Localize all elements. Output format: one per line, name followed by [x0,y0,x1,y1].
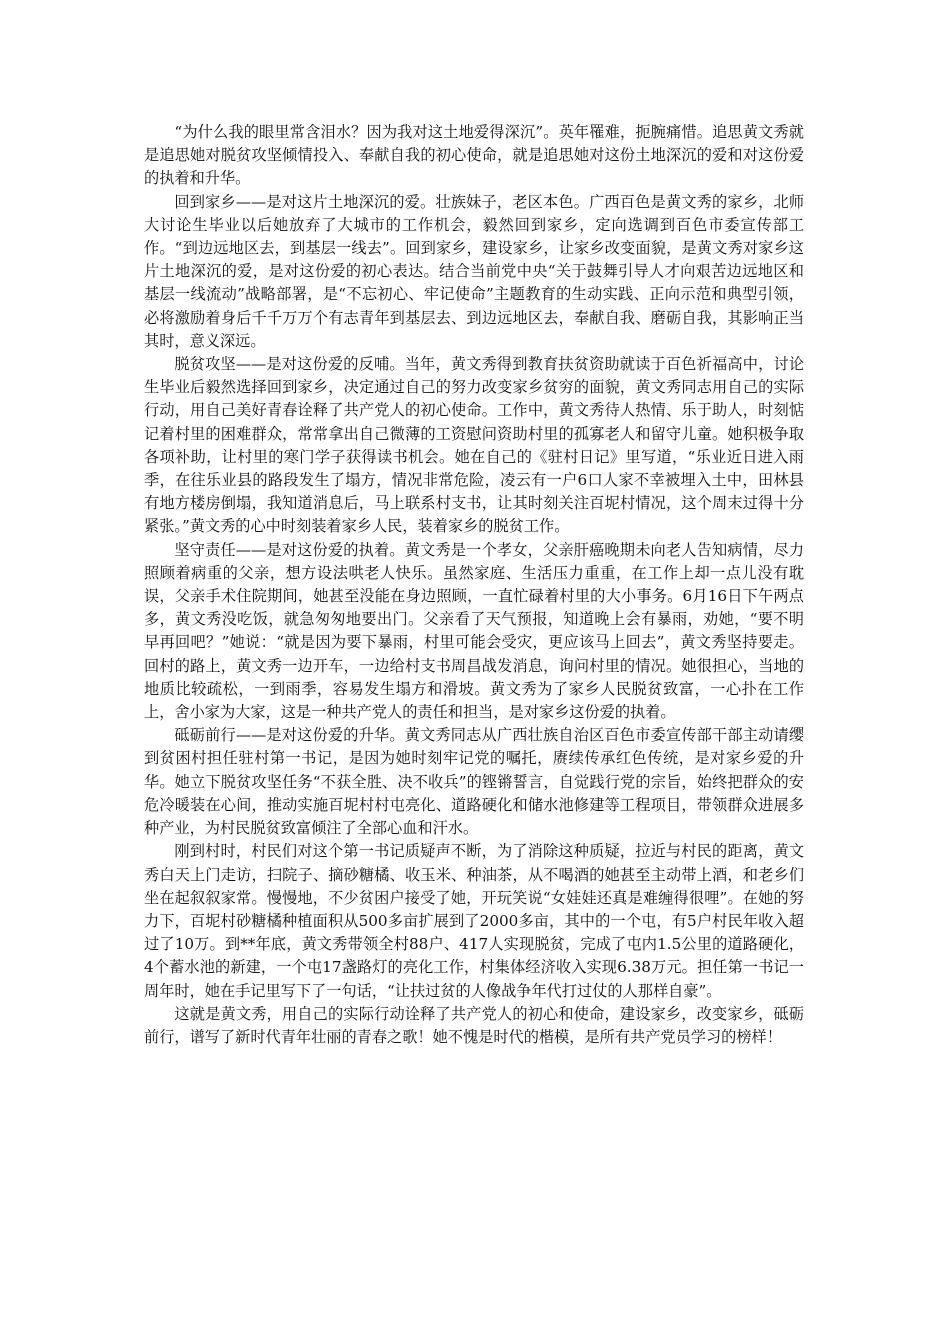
paragraph-responsibility: 坚守责任——是对这份爱的执着。黄文秀是一个孝女，父亲肝癌晚期未向老人告知病情，尽力照顾着病重的父亲，想方设法哄老人快乐。虽然家庭、生活压力重重，在工作上却一点儿没有耽误，父亲手术住院期间，她甚至没能在身边照顾，一直忙碌着村里的大小事务。6月16日下午两点多，黄文秀没吃饭，就急匆匆地要出门。父亲看了天气预报，知道晚上会有暴雨，劝她，“要不明早再回吧？”她说：“就是因为要下暴雨，村里可能会受灾，更应该马上回去”，黄文秀坚持要走。回村的路上，黄文秀一边开车，一边给村支书周昌战发消息，询问村里的情况。她很担心，当地的地质比较疏松，一到雨季，容易发生塌方和滑坡。黄文秀为了家乡人民脱贫致富，一心扑在工作上，舍小家为大家，这是一种共产党人的责任和担当，是对家乡这份爱的执着。 [144,540,804,722]
article-body [144,121,804,1049]
paragraph-intro: “为什么我的眼里常含泪水？因为我对这土地爱得深沉”。英年罹难，扼腕痛惜。追思黄文秀就是追思她对脱贫攻坚倾情投入、奉献自我的初心使命，就是追思她对这份土地深沉的爱和对这份爱的执着和升华。 [144,123,804,188]
paragraph-return-home: 回到家乡——是对这片土地深沉的爱。壮族妹子，老区本色。广西百色是黄文秀的家乡，北师大讨论生毕业以后她放弃了大城市的工作机会，毅然回到家乡，定向选调到百色市委宣传部工作。“到边远地区去，到基层一线去”。回到家乡，建设家乡，让家乡改变面貌，是黄文秀对家乡这片土地深沉的爱，是对这份爱的初心表达。结合当前党中央“关于鼓舞引导人才向艰苦边远地区和基层一线流动”战略部署，是“不忘初心、牢记使命”主题教育的生动实践、正向示范和典型引领，必将激励着身后千千万万个有志青年到基层去、到边远地区去，奉献自我、磨砺自我，其影响正当其时，意义深远。 [144,192,804,350]
paragraph-village-work: 刚到村时，村民们对这个第一书记质疑声不断，为了消除这种质疑，拉近与村民的距离，黄文秀白天上门走访，扫院子、摘砂糖橘、收玉米、种油茶，从不喝酒的她甚至主动带上酒，和老乡们坐在起叙叙家常。慢慢地，不少贫困户接受了她，开玩笑说“女娃娃还真是难缠得很哩”。在她的努力下，百坭村砂糖橘种植面积从500多亩扩展到了2000多亩，其中的一个屯，有5户村民年收入超过了10万。到**年底，黄文秀带领全村88户、417人实现脱贫，完成了屯内1.5公里的道路硬化，4个蓄水池的新建，一个屯17盏路灯的亮化工作，村集体经济收入实现6.38万元。担任第一书记一周年时，她在手记里写下了一句话，“让扶过贫的人像战争年代打过仗的人那样自豪”。 [144,842,804,1000]
paragraph-poverty-alleviation: 脱贫攻坚——是对这份爱的反哺。当年，黄文秀得到教育扶贫资助就读于百色祈福高中，讨论生毕业后毅然选择回到家乡，决定通过自己的努力改变家乡贫穷的面貌，黄文秀同志用自己的实际行动，用自己美好青春诠释了共产党人的初心使命。工作中，黄文秀待人热情、乐于助人，时刻惦记着村里的困难群众，常常拿出自己微薄的工资慰问资助村里的孤寡老人和留守儿童。她积极争取各项补助，让村里的寒门学子获得读书机会。她在自己的《驻村日记》里写道，“乐业近日进入雨季，在往乐业县的路段发生了塌方，情况非常危险，凌云有一户6口人家不幸被埋入土中，田林县有地方楼房倒塌，我知道消息后，马上联系村支书，让其时刻关注百坭村情况，这个周末过得十分紧张。”黄文秀的心中时刻装着家乡人民，装着家乡的脱贫工作。 [144,355,804,536]
paragraph-forge-ahead: 砥砺前行——是对这份爱的升华。黄文秀同志从广西壮族自治区百色市委宣传部干部主动请缨到贫困村担任驻村第一书记，是因为她时刻牢记党的嘱托，赓续传承红色传统，是对家乡爱的升华。她立下脱贫攻坚任务“不获全胜、决不收兵”的铿锵誓言，自觉践行党的宗旨，始终把群众的安危冷暖装在心间，推动实施百坭村村屯亮化、道路硬化和储水池修建等工程项目，带领群众进展多种产业，为村民脱贫致富倾注了全部心血和汗水。 [144,726,804,838]
paragraph-conclusion: 这就是黄文秀，用自己的实际行动诠释了共产党人的初心和使命，建设家乡，改变家乡，砥砺前行，谱写了新时代青年壮丽的青春之歌！她不愧是时代的楷模，是所有共产党员学习的榜样！ [144,1004,804,1046]
